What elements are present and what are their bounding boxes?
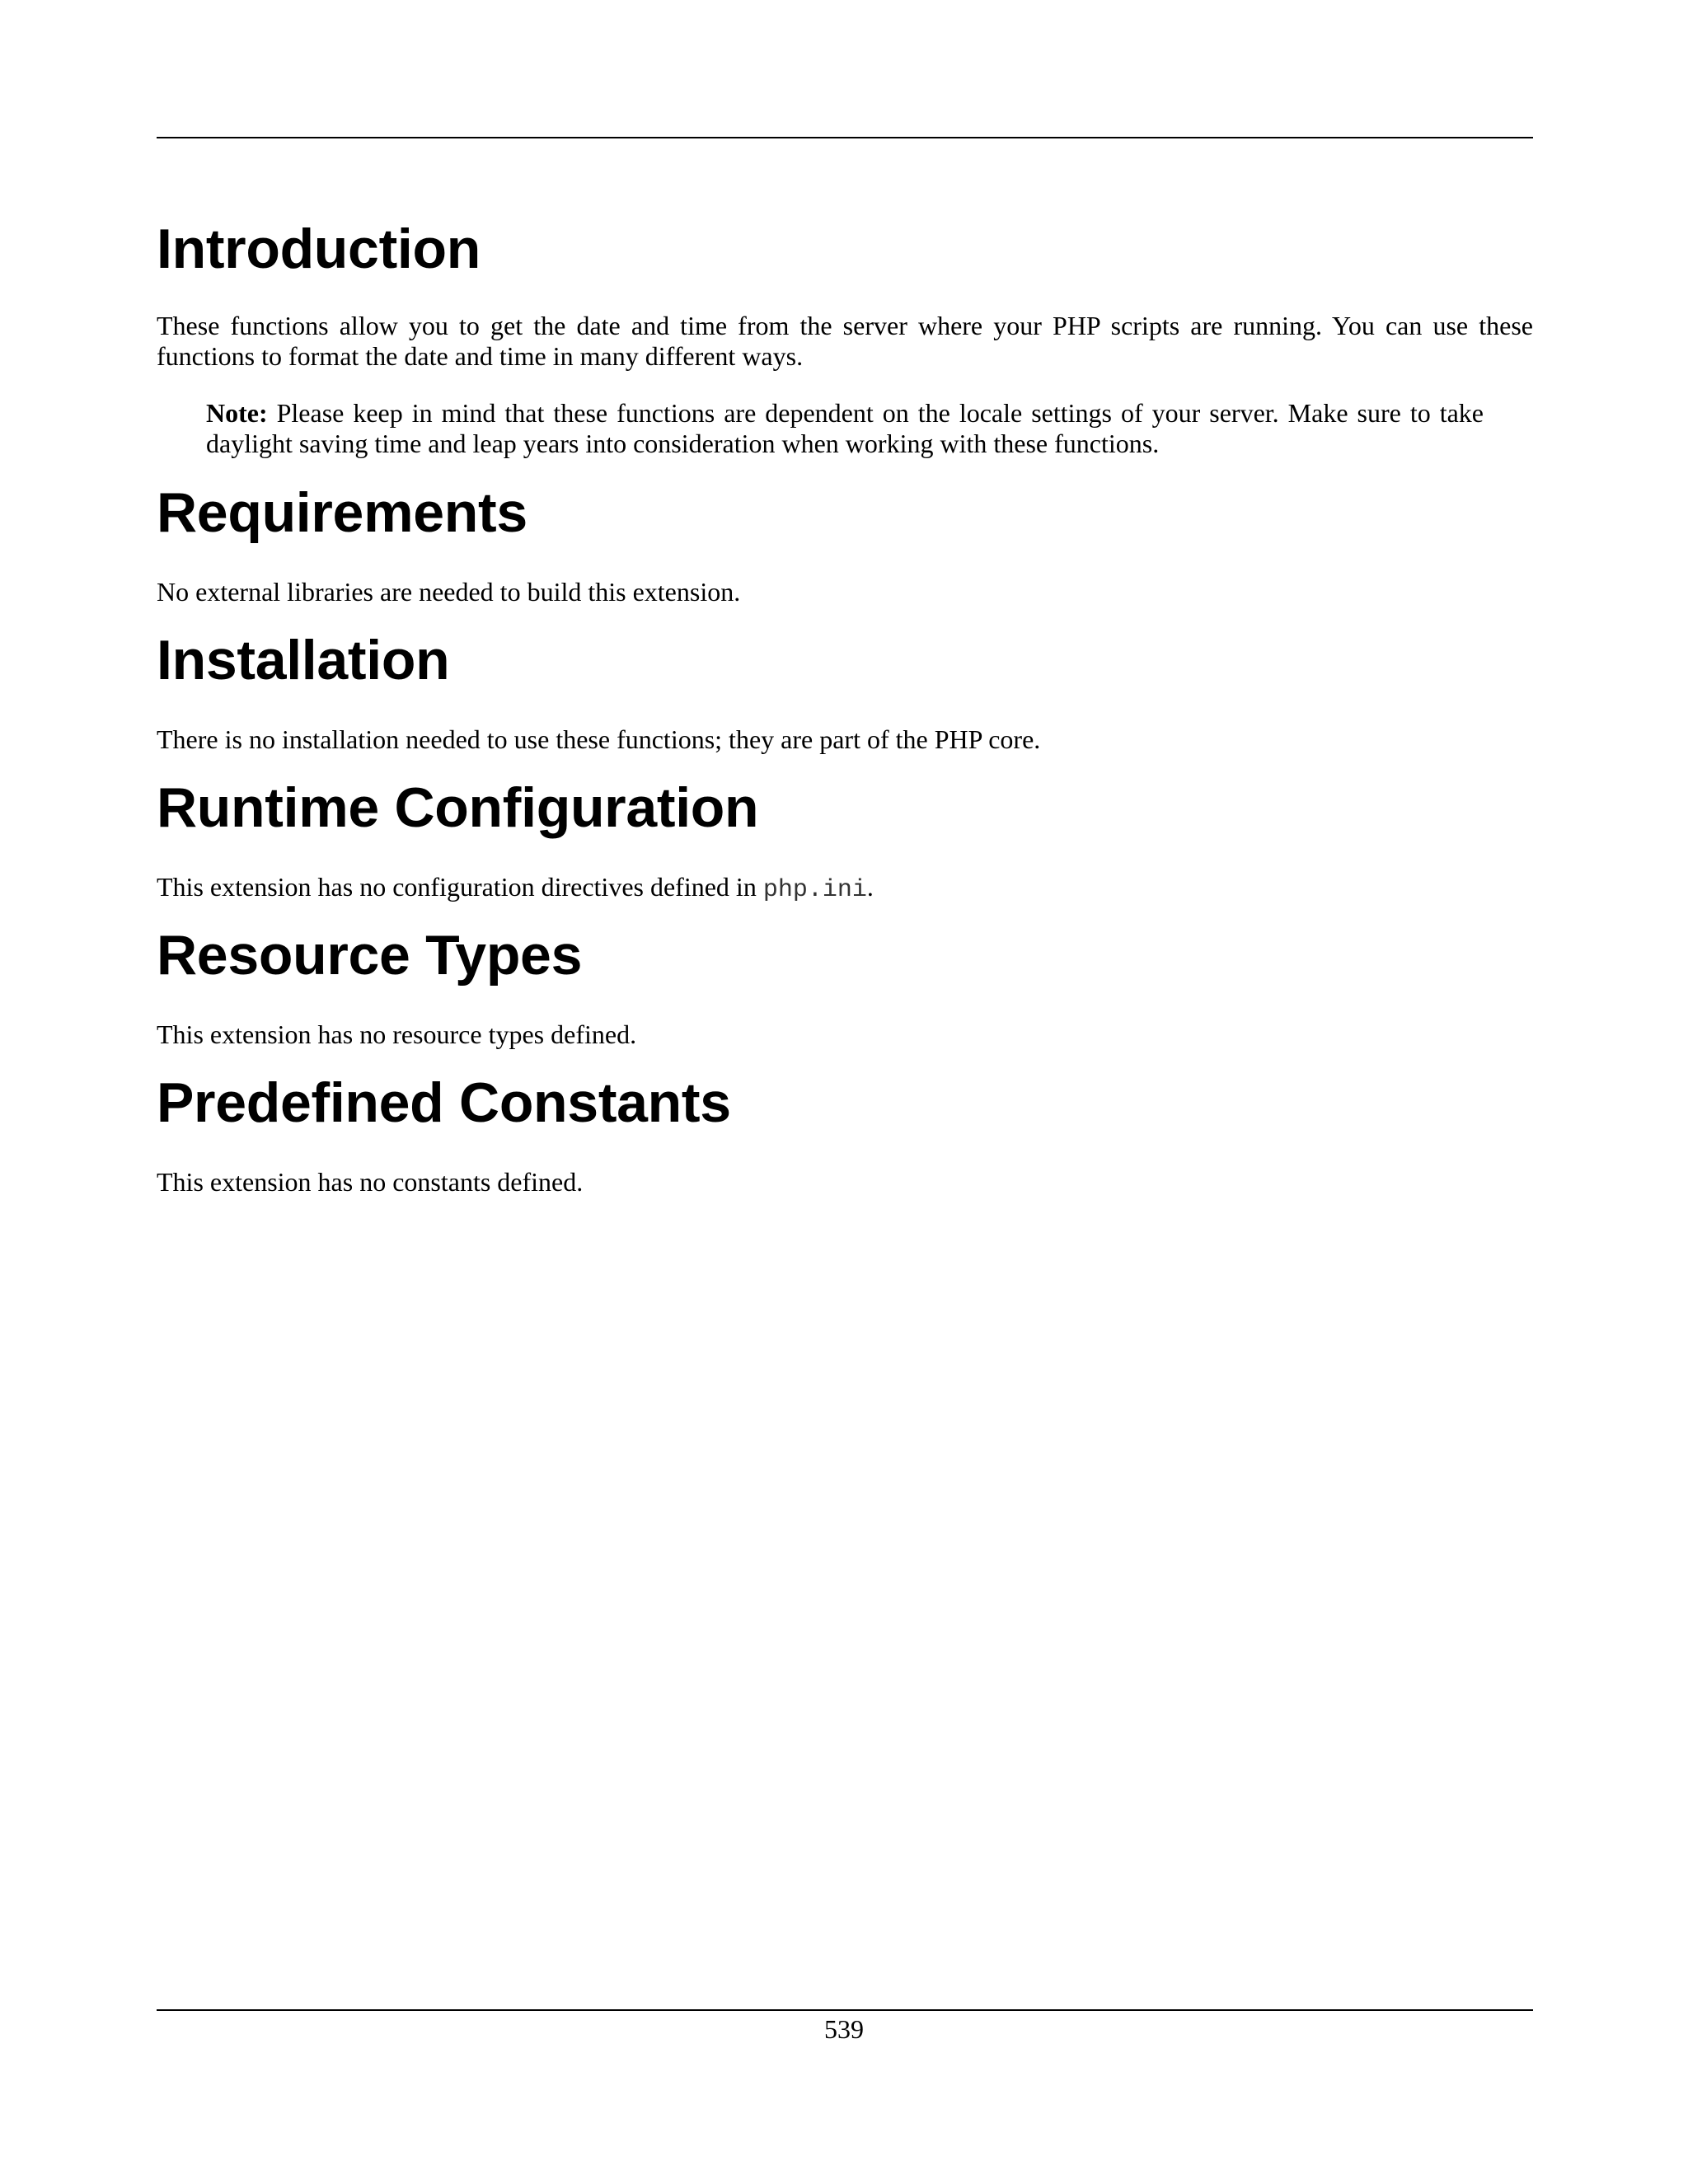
note-label: Note:: [206, 398, 268, 428]
heading-requirements: Requirements: [157, 481, 528, 544]
heading-introduction: Introduction: [157, 218, 481, 280]
runtime-text-before: This extension has no configuration directives defined in: [157, 872, 763, 902]
heading-installation: Installation: [157, 629, 450, 691]
introduction-paragraph: These functions allow you to get the date and time from the server where your PHP scripts are running. You can use these functions to format the date and time in many different ways.: [157, 311, 1533, 371]
page-number: 539: [824, 2014, 864, 2044]
introduction-note: [206, 398, 1484, 459]
resource-types-paragraph: This extension has no resource types defined.: [157, 1019, 637, 1049]
predefined-constants-paragraph: This extension has no constants defined.: [157, 1167, 584, 1197]
requirements-paragraph: No external libraries are needed to build this extension.: [157, 577, 741, 607]
runtime-text-after: .: [866, 872, 874, 902]
heading-runtime-configuration: Runtime Configuration: [157, 776, 759, 839]
heading-predefined-constants: Predefined Constants: [157, 1071, 731, 1134]
installation-paragraph: There is no installation needed to use these functions; they are part of the PHP core.: [157, 724, 1041, 754]
runtime-configuration-paragraph: [157, 872, 1533, 906]
note-text: Please keep in mind that these functions are dependent on the locale settings of your server. Make sure to take daylight saving time and leap years into consideration when working with these functions.: [206, 398, 1484, 458]
heading-resource-types: Resource Types: [157, 924, 583, 987]
header-rule: [157, 137, 1533, 138]
php-ini-literal: php.ini: [762, 876, 867, 904]
footer-rule: [157, 2009, 1533, 2011]
